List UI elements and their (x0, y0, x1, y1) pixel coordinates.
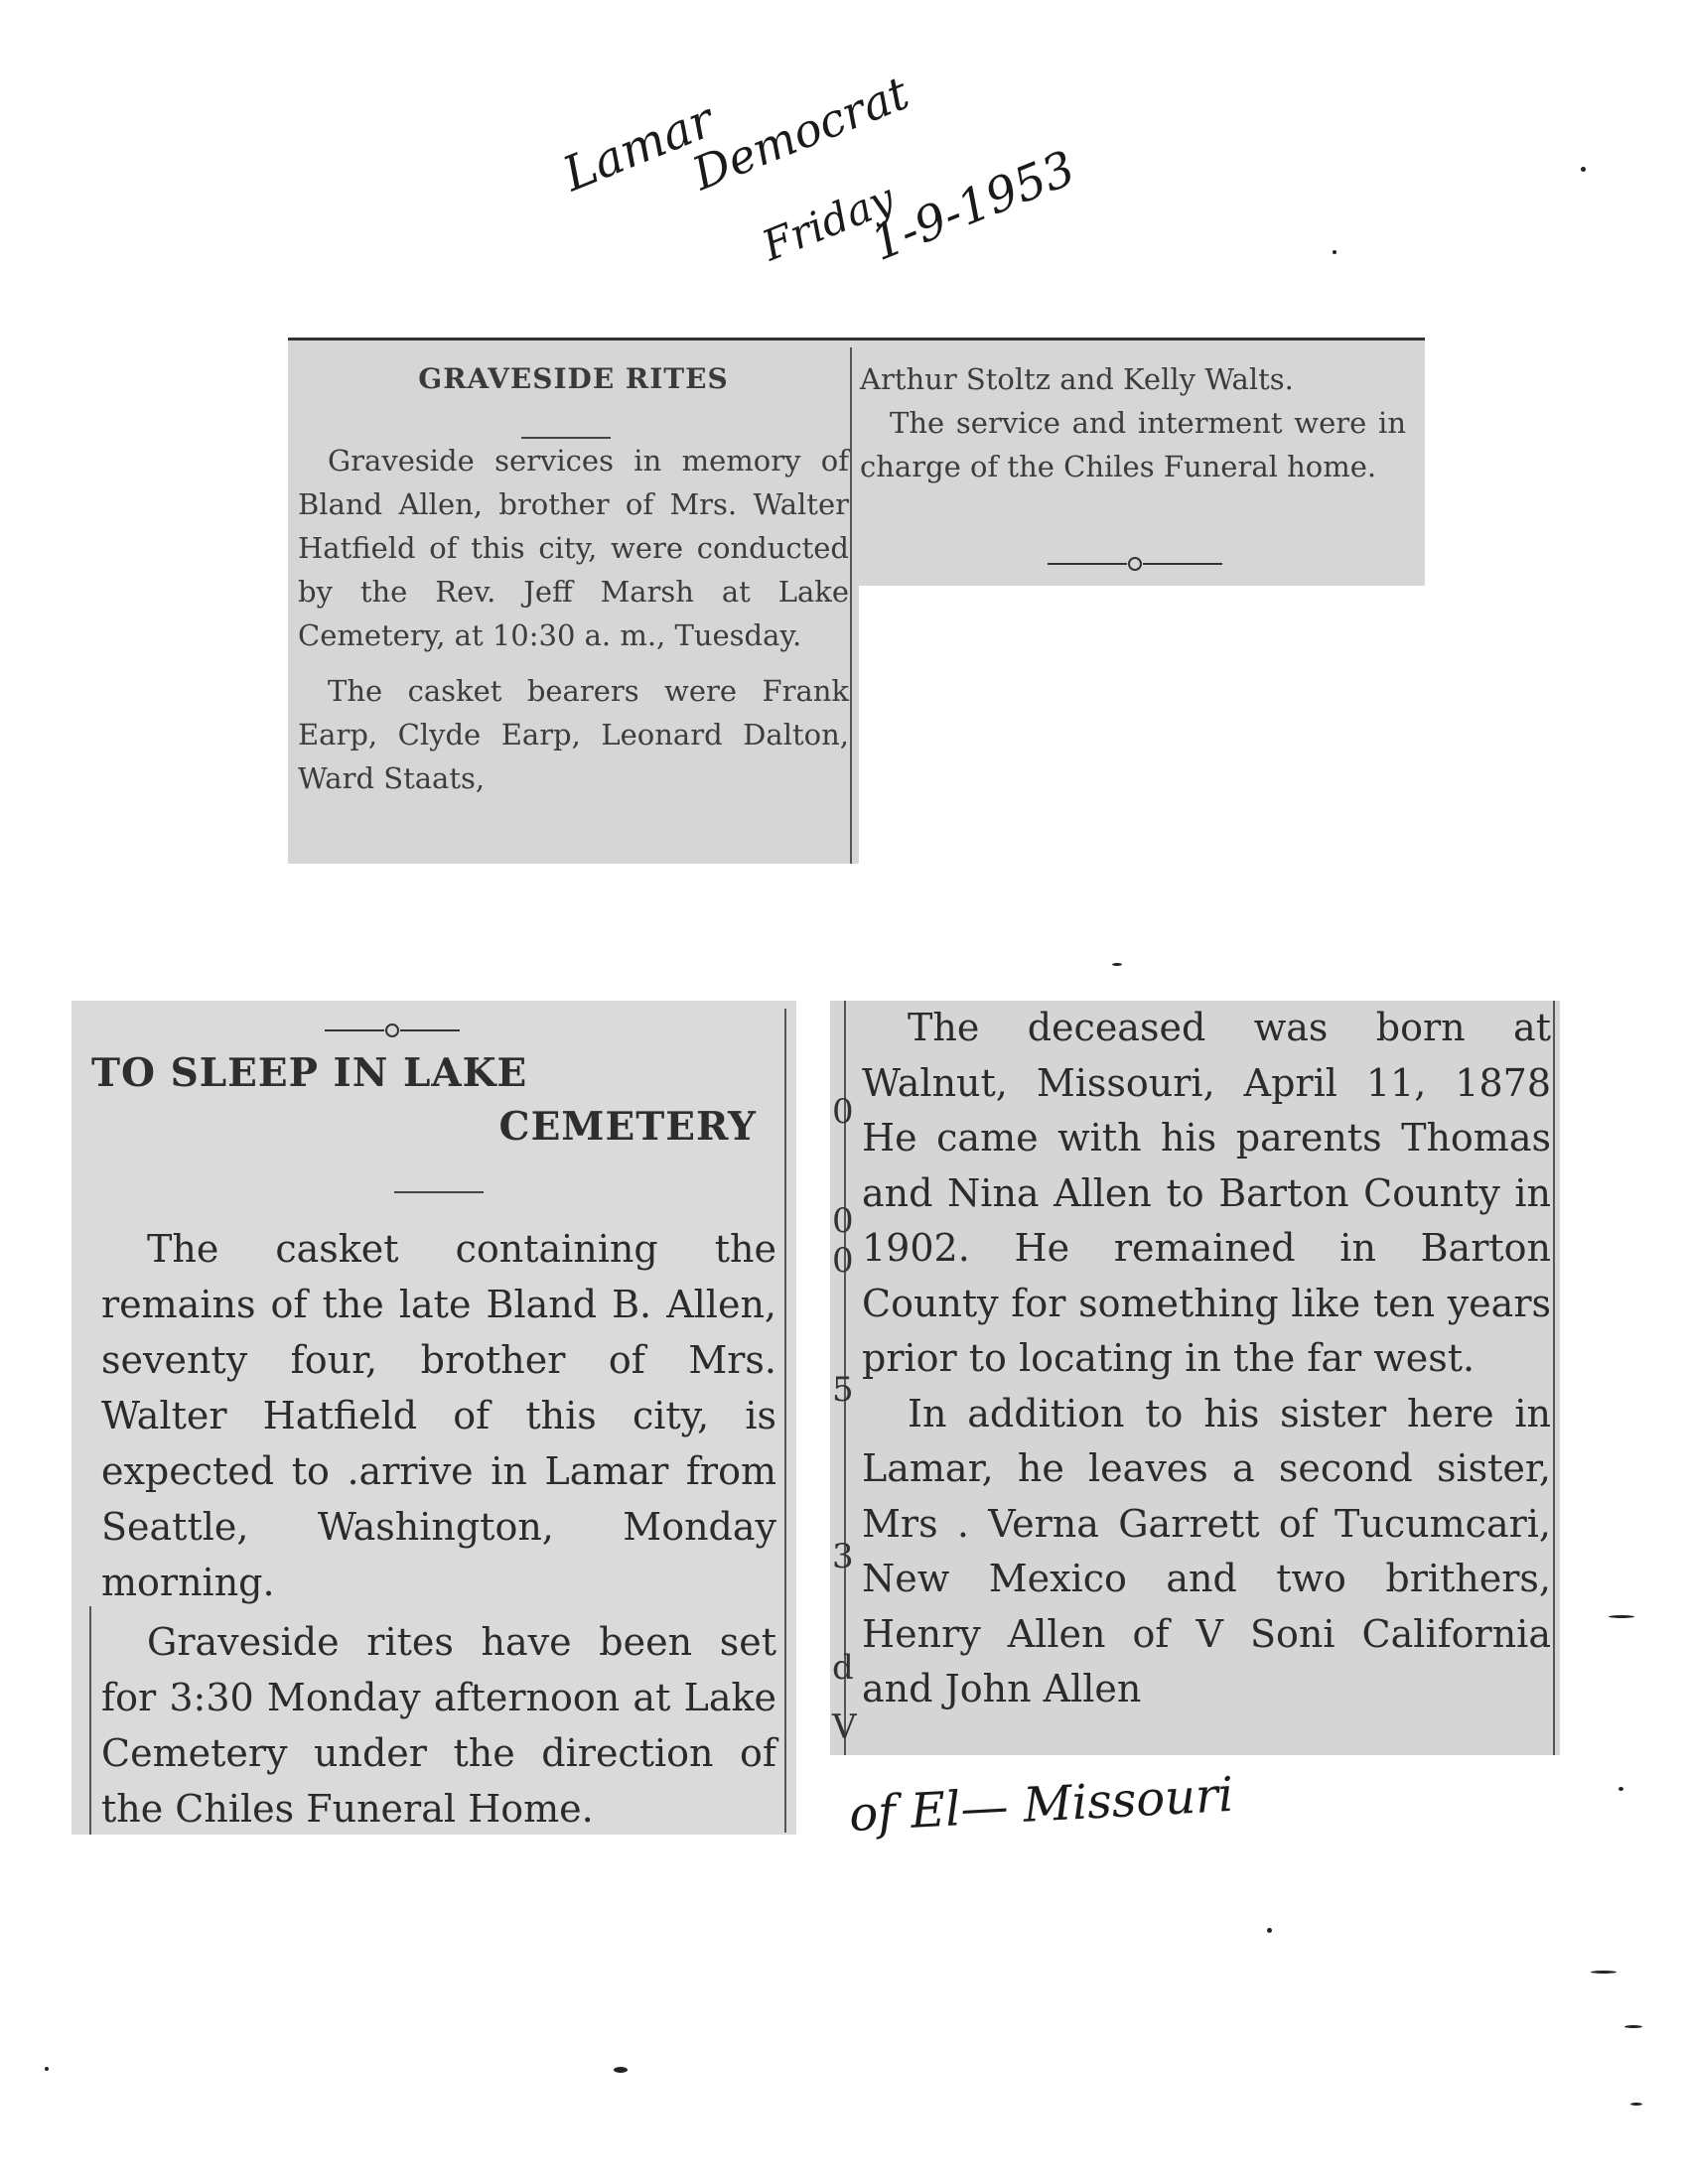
deceased-paragraph-1: The deceased was born at Walnut, Missouri, April 11, 1878 He came with his parents Thomas and Nina Allen to Barton County in 1902. He remained in Barton County for something like ten years prior to locating in the far west. (862, 1006, 1551, 1380)
annotation-newspaper-name: Lamar (555, 92, 722, 203)
graveside-col2-paragraph-1: Arthur Stoltz and Kelly Walts. (860, 362, 1294, 396)
handwritten-annotation-bottom: of El— Missouri (847, 1766, 1235, 1843)
sleep-paragraph-1: The casket containing the remains of the late Bland B. Allen, seventy four, brother of Mrs. Walter Hatfield of this city, is expected to .arrive in Lamar from Seattle, Washington, Monday morning. (101, 1227, 776, 1604)
sleep-top-separator (325, 1015, 460, 1042)
annotation-date: 1-9-1953 (863, 140, 1083, 272)
clipping-to-sleep-in-lake-cemetery (71, 1001, 796, 1835)
clipping-graveside-rites-col2 (854, 338, 1425, 586)
annotation-newspaper-name-2: Democrat (684, 66, 916, 202)
graveside-end-separator (1048, 548, 1222, 576)
graveside-paragraph-2: The casket bearers were Frank Earp, Clyde Earp, Leonard Dalton, Ward Staats, (298, 674, 849, 795)
graveside-column-1 (298, 357, 849, 800)
deceased-paragraph-2: In addition to his sister here in Lamar, he leaves a second sister, Mrs . Verna Garrett of Tucumcari, New Mexico and two brithers, Henry Allen of V Soni California and John Allen (862, 1391, 1551, 1710)
edge-char: d (832, 1648, 854, 1688)
clipping-the-deceased (830, 1001, 1560, 1755)
graveside-paragraph-1: Graveside services in memory of Bland Allen, brother of Mrs. Walter Hatfield of this city, were conducted by the Rev. Jeff Marsh at Lake Cemetery, at 10:30 a. m., Tuesday. (298, 444, 849, 652)
graveside-column-2 (860, 357, 1406, 488)
deceased-body (862, 1001, 1551, 1717)
graveside-headline: GRAVESIDE RITES (418, 362, 729, 395)
sleep-paragraph-2: Graveside rites have been set for 3:30 Monday afternoon at Lake Cemetery under the direction of the Chiles Funeral Home. (101, 1620, 776, 1831)
annotation-day: Friday (755, 173, 902, 271)
sleep-headline-line-1: TO SLEEP IN LAKE (91, 1050, 528, 1096)
edge-char: 3 (832, 1537, 854, 1576)
sleep-headline-line-2: CEMETERY (498, 1104, 757, 1150)
edge-char: V (832, 1707, 857, 1747)
edge-char: 5 (832, 1370, 854, 1410)
clipping-graveside-rites (288, 338, 859, 864)
edge-char: 0 (832, 1201, 854, 1241)
edge-char: 0 (832, 1241, 854, 1281)
sleep-body (101, 1221, 776, 1835)
edge-char: 0 (832, 1092, 854, 1132)
graveside-col2-paragraph-2: The service and interment were in charge of the Chiles Funeral home. (860, 406, 1406, 483)
